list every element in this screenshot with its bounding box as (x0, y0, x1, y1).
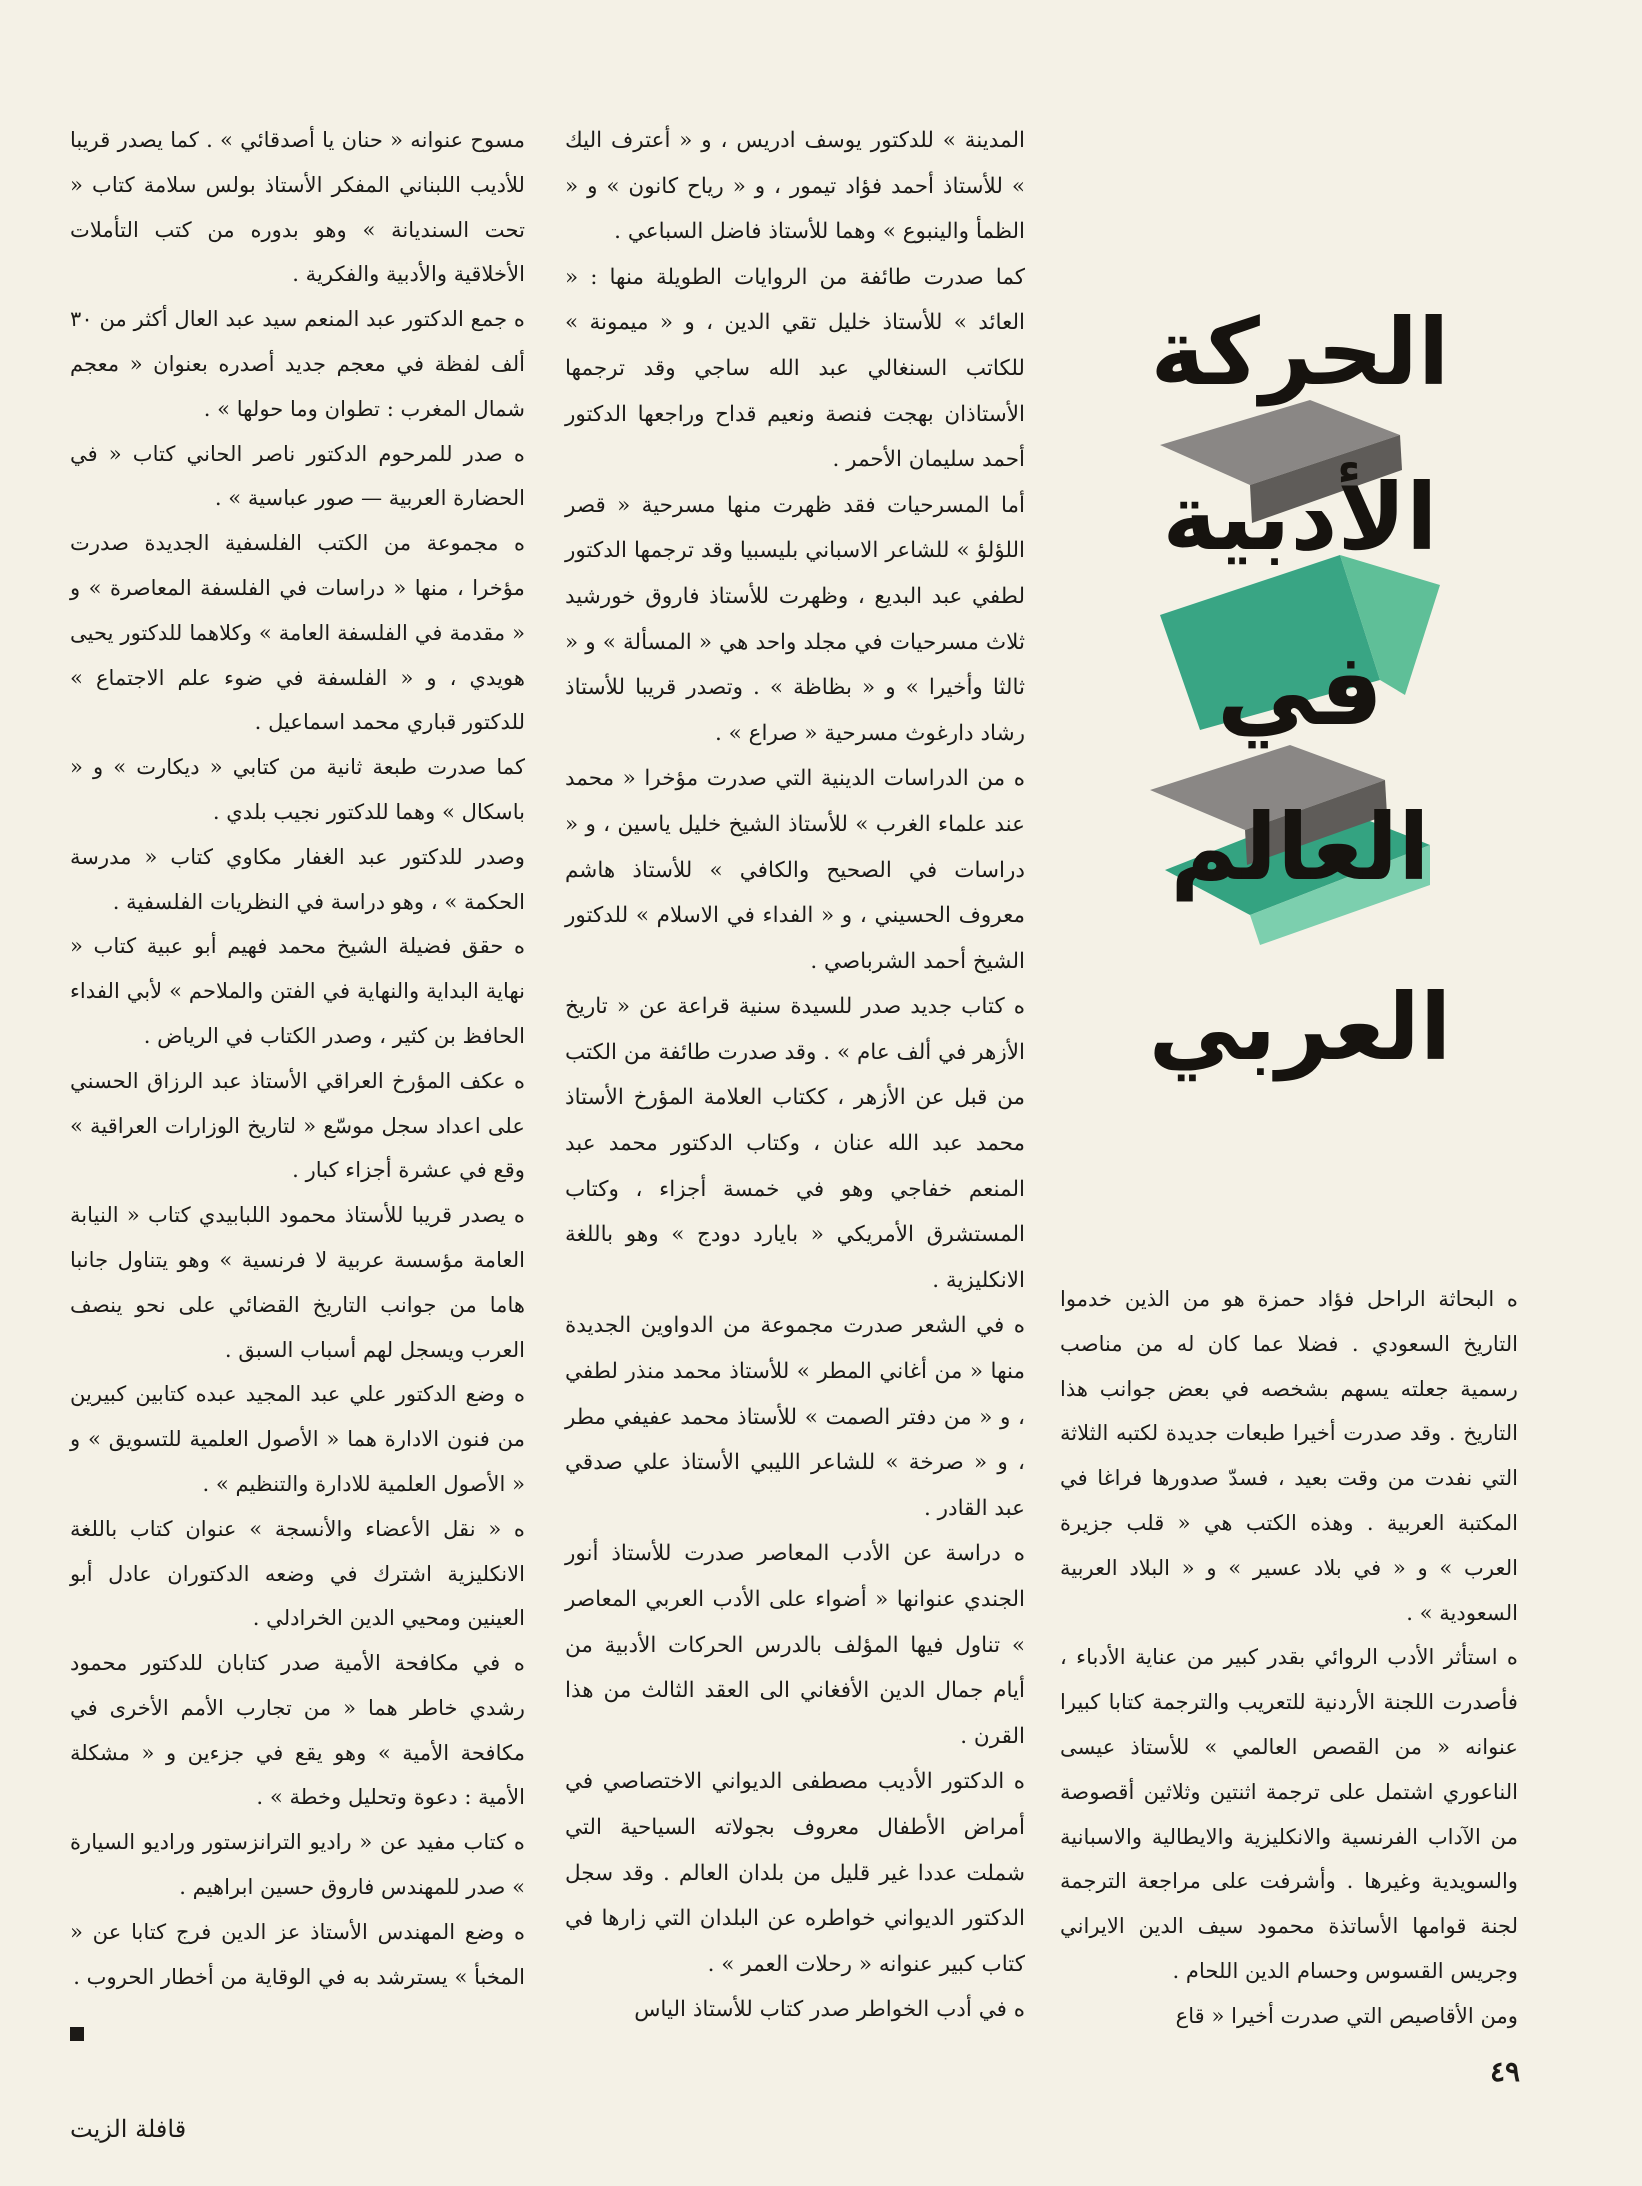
paragraph: ه في أدب الخواطر صدر كتاب للأستاذ الياس (634, 1997, 1025, 2023)
article-column-left (70, 118, 525, 1999)
paragraph: ه استأثر الأدب الروائي بقدر كبير من عناية الأدباء ، فأصدرت اللجنة الأردنية للتعريب والترجمة كتابا كبيرا عنوانه « من القصص العالمي » للأستاذ عيسى الناعوري اشتمل على ترجمة اثنتين وثلاثين أقصوصة من الآداب الفرنسية والانكليزية والايطالية والاسبانية والسويدية وغيرها . وأشرفت على مراجعة الترجمة لجنة قوامها الأساتذة محمود سيف الدين الايراني وجريس القسوس وحسام الدين اللحام . (1060, 1644, 1518, 1983)
paragraph: ومن الأقاصيص التي صدرت أخيرا « قاع (1175, 2002, 1518, 2028)
title-line-1: الحركة (1150, 299, 1450, 406)
article-column-right (1060, 1277, 1518, 2039)
paragraph: ه صدر للمرحوم الدكتور ناصر الحاني كتاب « في الحضارة العربية — صور عباسية » . (70, 440, 525, 511)
paragraph: ه في الشعر صدرت مجموعة من الدواوين الجديدة منها « من أغاني المطر » للأستاذ محمد منذر لطفي ، و « من دفتر الصمت » للأستاذ محمد عفيفي مطر ، و « صرخة » للشاعر الليبي الأستاذ علي صدقي عبد القادر . (565, 1313, 1025, 1521)
paragraph: ه « نقل الأعضاء والأنسجة » عنوان كتاب باللغة الانكليزية اشترك في وضعه الدكتوران عادل أبو العينين ومحيي الدين الخرادلي . (70, 1515, 525, 1631)
paragraph: ه دراسة عن الأدب المعاصر صدرت للأستاذ أنور الجندي عنوانها « أضواء على الأدب العربي المعاصر » تناول فيها المؤلف بالدرس الحركات الأدبية من أيام جمال الدين الأفغاني الى العقد الثالث من هذا القرن . (565, 1541, 1025, 1749)
footer-publication: قافلة الزيت (70, 2115, 187, 2143)
title-artwork (1140, 285, 1460, 1100)
end-mark (70, 2027, 84, 2041)
title-line-5: العربي (1148, 974, 1452, 1081)
paragraph: ه من الدراسات الدينية التي صدرت مؤخرا « محمد عند علماء الغرب » للأستاذ الشيخ خليل ياسين ، و « دراسات في الصحيح والكافي » للأستاذ هاشم معروف الحسيني ، و « الفداء في الاسلام » للدكتور الشيخ أحمد الشرباصي . (565, 766, 1025, 974)
paragraph: أما المسرحيات فقد ظهرت منها مسرحية « قصر اللؤلؤ » للشاعر الاسباني بليسبيا وقد ترجمها الدكتور لطفي عبد البديع ، وظهرت للأستاذ فاروق خورشيد ثلاث مسرحيات في مجلد واحد هي « المسألة » و « ثالثا وأخيرا » و « بظاظة » . وتصدر قريبا للأستاذ رشاد دارغوث مسرحية « صراع » . (565, 492, 1025, 746)
paragraph: ه وضع المهندس الأستاذ عز الدين فرج كتابا عن « المخبأ » يسترشد به في الوقاية من أخطار الحروب . (70, 1918, 525, 1989)
paragraph: ه كتاب جديد صدر للسيدة سنية قراعة عن « تاريخ الأزهر في ألف عام » . وقد صدرت طائفة من الكتب من قبل عن الأزهر ، ككتاب العلامة المؤرخ الأستاذ محمد عبد الله عنان ، وكتاب الدكتور محمد عبد المنعم خفاجي وهو في خمسة أجزاء ، وكتاب المستشرق الأمريكي « بايارد دودج » وهو باللغة الانكليزية . (565, 994, 1025, 1293)
paragraph: ه جمع الدكتور عبد المنعم سيد عبد العال أكثر من ٣٠ ألف لفظة في معجم جديد أصدره بعنوان « معجم شمال المغرب : تطوان وما حولها » . (70, 306, 525, 421)
paragraph: ه الدكتور الأديب مصطفى الديواني الاختصاصي في أمراض الأطفال معروف بجولاته السياحية التي شملت عددا غير قليل من بلدان العالم . وقد سجل الدكتور الديواني خواطره عن البلدان التي زارها في كتاب كبير عنوانه « رحلات العمر » . (565, 1769, 1025, 1977)
title-line-3: في (1216, 631, 1384, 748)
paragraph: ه مجموعة من الكتب الفلسفية الجديدة صدرت مؤخرا ، منها « دراسات في الفلسفة المعاصرة » و « مقدمة في الفلسفة العامة » وكلاهما للدكتور يحيى هويدي ، و « الفلسفة في ضوء علم الاجتماع » للدكتور قباري محمد اسماعيل . (70, 530, 525, 735)
paragraph: المدينة » للدكتور يوسف ادريس ، و « أعترف اليك » للأستاذ أحمد فؤاد تيمور ، و « رياح كانون » و « الظمأ والينبوع » وهما للأستاذ فاضل السباعي . (565, 128, 1025, 245)
paragraph: ه وضع الدكتور علي عبد المجيد عبده كتابين كبيرين من فنون الادارة هما « الأصول العلمية للتسويق » و « الأصول العلمية للادارة والتنظيم » . (70, 1381, 525, 1496)
paragraph: ه يصدر قريبا للأستاذ محمود اللبابيدي كتاب « النيابة العامة مؤسسة عربية لا فرنسية » وهو يتناول جانبا هاما من جوانب التاريخ القضائي على نحو ينصف العرب ويسجل لهم أسباب السبق . (70, 1202, 525, 1362)
paragraph: ه كتاب مفيد عن « راديو الترانزستور وراديو السيارة » صدر للمهندس فاروق حسين ابراهيم . (70, 1829, 525, 1900)
paragraph: وصدر للدكتور عبد الغفار مكاوي كتاب « مدرسة الحكمة » ، وهو دراسة في النظريات الفلسفية . (70, 843, 525, 914)
title-line-2: الأدبية (1162, 464, 1438, 571)
paragraph: مسوح عنوانه « حنان يا أصدقائي » . كما يصدر قريبا للأديب اللبناني المفكر الأستاذ بولس سلامة كتاب « تحت السنديانة » وهو بدوره من كتب التأملات الأخلاقية والأدبية والفكرية . (70, 127, 525, 287)
article-column-middle (565, 118, 1025, 2033)
page-number: ٤٩ (1490, 2055, 1521, 2088)
paragraph: ه حقق فضيلة الشيخ محمد فهيم أبو عبية كتاب « نهاية البداية والنهاية في الفتن والملاحم » لأبي الفداء الحافظ بن كثير ، وصدر الكتاب في الرياض . (70, 933, 525, 1048)
paragraph: ه في مكافحة الأمية صدر كتابان للدكتور محمود رشدي خاطر هما « من تجارب الأمم الأخرى في مكافحة الأمية » وهو يقع في جزءين و « مشكلة الأمية : دعوة وتحليل وخطة » . (70, 1650, 525, 1810)
paragraph: ه البحاثة الراحل فؤاد حمزة هو من الذين خدموا التاريخ السعودي . فضلا عما كان له من مناصب رسمية جعلته يسهم بشخصه في بعض جوانب هذا التاريخ . وقد صدرت أخيرا طبعات جديدة لكتبه الثلاثة التي نفدت من وقت بعيد ، فسدّ صدورها فراغا في المكتبة العربية . وهذه الكتب هي « قلب جزيرة العرب » و « في بلاد عسير » و « البلاد العربية السعودية » . (1060, 1286, 1518, 1625)
title-line-4: العالم (1170, 794, 1430, 901)
paragraph: ه عكف المؤرخ العراقي الأستاذ عبد الرزاق الحسني على اعداد سجل موسّع « لتاريخ الوزارات العراقية » وقع في عشرة أجزاء كبار . (70, 1067, 525, 1183)
paragraph: كما صدرت طبعة ثانية من كتابي « ديكارت » و « باسكال » وهما للدكتور نجيب بلدي . (70, 754, 525, 824)
paragraph: كما صدرت طائفة من الروايات الطويلة منها : « العائد » للأستاذ خليل تقي الدين ، و « ميمونة » للكاتب السنغالي عبد الله ساجي وقد ترجمها الأستاذان بهجت فنصة ونعيم قداح وراجعها الدكتور أحمد سليمان الأحمر . (565, 264, 1025, 473)
